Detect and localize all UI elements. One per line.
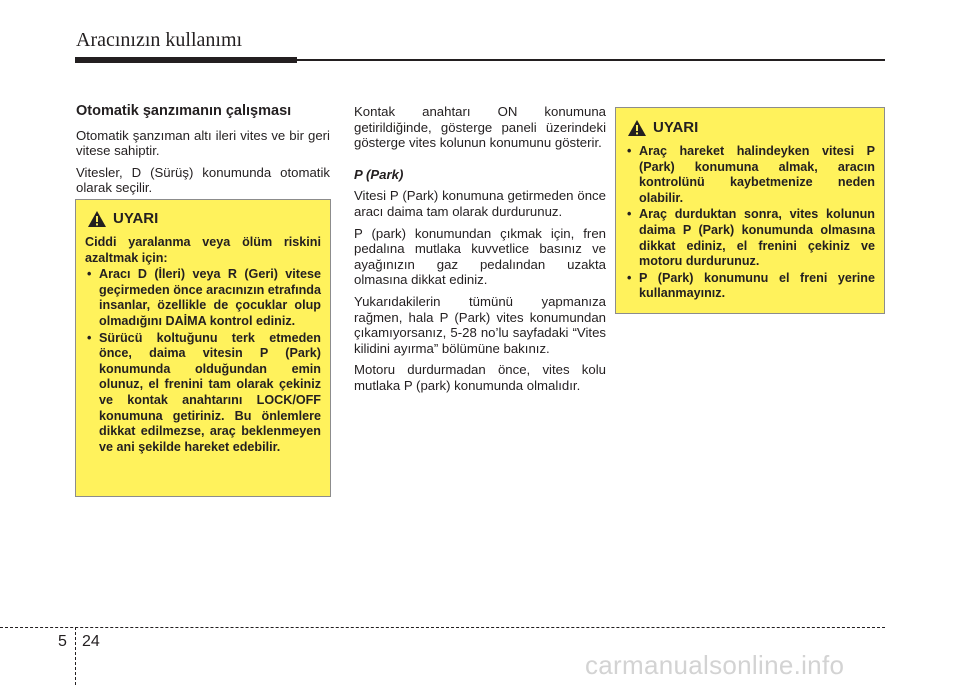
warning-box-left (75, 199, 331, 497)
warning-list (625, 144, 875, 302)
middle-column (354, 104, 606, 400)
paragraph: P (park) konumundan çıkmak için, fren pedalına mutlaka kuvvetlice basınız ve ayağınızın gaz pedalından uzakta olmasına dikkat ediniz. (354, 225, 606, 288)
paragraph: Motoru durdurmadan önce, vites kolu mutlaka P (park) konumunda olmalıdır. (354, 362, 606, 393)
paragraph: Otomatik şanzıman altı ileri vites ve bir geri vitese sahiptir. (76, 127, 330, 159)
subheading-park: P (Park) (354, 166, 404, 182)
chapter-number: 5 (58, 633, 67, 650)
paragraph: Yukarıdakilerin tümünü yapmanıza rağmen, hala P (Park) vites konumundan çıkamıyorsanız, 5-28 no’lu sayfadaki “Vites kilidini ayırma” bölümüne bakınız. (354, 293, 606, 356)
paragraph: Vitesler, D (Sürüş) konumunda otomatik olarak seçilir. (76, 164, 330, 196)
header-bar (75, 57, 297, 63)
footer-divider (75, 627, 76, 685)
warning-header (627, 119, 875, 137)
left-column (76, 104, 330, 202)
warning-box-right (615, 107, 885, 314)
page-number: 24 (82, 633, 100, 650)
warning-item: • Araç durduktan sonra, vites kolunun daima P (Park) konumunda olmasına dikkat ediniz, el frenini çekiniz ve motoru durdurunuz. (627, 207, 875, 269)
warning-header (87, 210, 321, 228)
warning-title: UYARI (653, 119, 699, 137)
warning-triangle-icon (627, 119, 647, 137)
section-heading: Otomatik şanzımanın çalışması (76, 103, 292, 119)
warning-triangle-icon (87, 210, 107, 228)
warning-item: • Araç hareket halindeyken vitesi P (Park) konumuna almak, aracın kontrolünü kaybetmenize neden olabilir. (627, 144, 875, 205)
warning-intro: Ciddi yaralanma veya ölüm riskini azaltmak için: (85, 235, 321, 265)
warning-list (85, 267, 321, 455)
running-header: Aracınızın kullanımı (76, 29, 243, 51)
watermark: carmanualsonline.info (585, 650, 845, 680)
warning-item: • Sürücü koltuğunu terk etmeden önce, daima vitesin P (Park) konumunda olduğundan emin olunuz, el frenini tam olarak çekiniz ve kontak anahtarını LOCK/OFF konumuna getiriniz. Bu önlemlere dikkat edilmezse, araç beklenmeyen ve ani şekilde hareket edebilir. (87, 330, 321, 454)
paragraph: Vitesi P (Park) konumuna getirmeden önce aracı daima tam olarak durdurunuz. (354, 188, 606, 219)
warning-item: • Aracı D (İleri) veya R (Geri) vitese geçirmeden önce aracınızın etrafında insanlar, özellikle de çocuklar olup olmadığını DAİMA kontrol ediniz. (87, 267, 321, 328)
paragraph: Kontak anahtarı ON konumuna getirildiğinde, gösterge paneli üzerindeki gösterge vites kolunun konumunu gösterir. (354, 104, 606, 151)
footer-rule (0, 627, 885, 628)
warning-item: • P (Park) konumunu el freni yerine kullanmayınız. (627, 270, 875, 301)
warning-title: UYARI (113, 210, 159, 228)
